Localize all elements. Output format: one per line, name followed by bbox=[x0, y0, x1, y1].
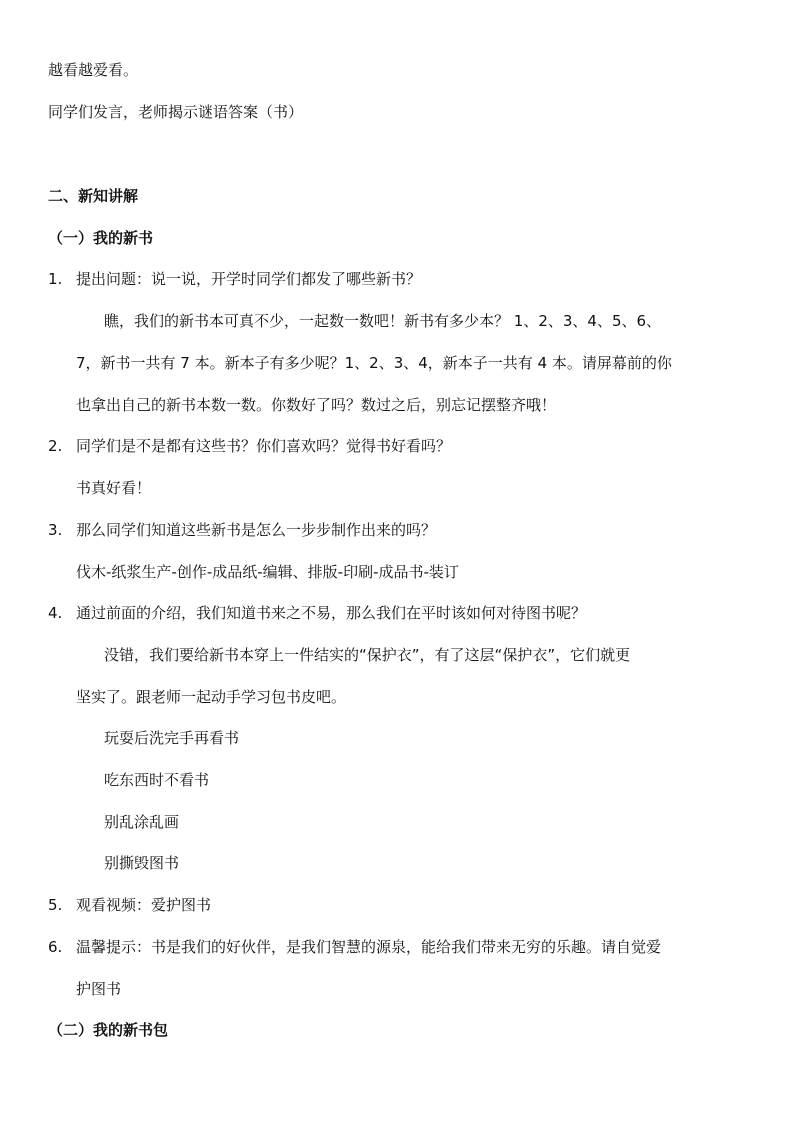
intro-line-2: 同学们发言，老师揭示谜语答案（书） bbox=[48, 103, 304, 121]
rule-4: 别撕毁图书 bbox=[104, 854, 180, 872]
subsection-heading-1: （一）我的新书 bbox=[48, 229, 154, 247]
item-text-4: 通过前面的介绍，我们知道书来之不易，那么我们在平时该如何对待图书呢？ bbox=[76, 604, 587, 622]
item-number-6: 6. bbox=[48, 938, 63, 956]
intro-line-1: 越看越爱看。 bbox=[48, 61, 139, 79]
item-1-para-line-1: 瞧，我们的新书本可真不少，一起数一数吧！新书有多少本？ 1、2、3、4、5、6、 bbox=[104, 312, 662, 330]
item-text-5: 观看视频：爱护图书 bbox=[76, 896, 212, 914]
item-2-answer: 书真好看！ bbox=[76, 479, 152, 497]
item-1-para-line-3: 也拿出自己的新书本数一数。你数好了吗？数过之后，别忘记摆整齐哦！ bbox=[76, 396, 557, 414]
item-number-2: 2. bbox=[48, 437, 63, 455]
rule-2: 吃东西时不看书 bbox=[104, 771, 210, 789]
item-text-6: 温馨提示：书是我们的好伙伴，是我们智慧的源泉，能给我们带来无穷的乐趣。请自觉爱 bbox=[76, 938, 662, 956]
item-3-answer: 伐木-纸浆生产-创作-成品纸-编辑、排版-印刷-成品书-装订 bbox=[76, 563, 459, 581]
section-heading: 二、新知讲解 bbox=[48, 187, 139, 205]
rule-3: 别乱涂乱画 bbox=[104, 813, 180, 831]
item-number-5: 5. bbox=[48, 896, 63, 914]
item-1-para-line-2: 7，新书一共有 7 本。新本子有多少呢？1、2、3、4，新本子一共有 4 本。请屏幕前的你 bbox=[76, 354, 672, 372]
item-number-1: 1. bbox=[48, 270, 63, 288]
rule-1: 玩耍后洗完手再看书 bbox=[104, 729, 240, 747]
item-number-4: 4. bbox=[48, 604, 63, 622]
item-text-3: 那么同学们知道这些新书是怎么一步步制作出来的吗？ bbox=[76, 521, 437, 539]
item-text-1: 提出问题：说一说，开学时同学们都发了哪些新书？ bbox=[76, 270, 422, 288]
item-6-continuation: 护图书 bbox=[76, 980, 122, 998]
item-4-para-line-2: 坚实了。跟老师一起动手学习包书皮吧。 bbox=[76, 688, 347, 706]
subsection-heading-2: （二）我的新书包 bbox=[48, 1021, 169, 1039]
item-4-para-line-1: 没错，我们要给新书本穿上一件结实的“保护衣”，有了这层“保护衣”，它们就更 bbox=[104, 646, 631, 664]
item-number-3: 3. bbox=[48, 521, 63, 539]
item-text-2: 同学们是不是都有这些书？你们喜欢吗？觉得书好看吗？ bbox=[76, 437, 452, 455]
